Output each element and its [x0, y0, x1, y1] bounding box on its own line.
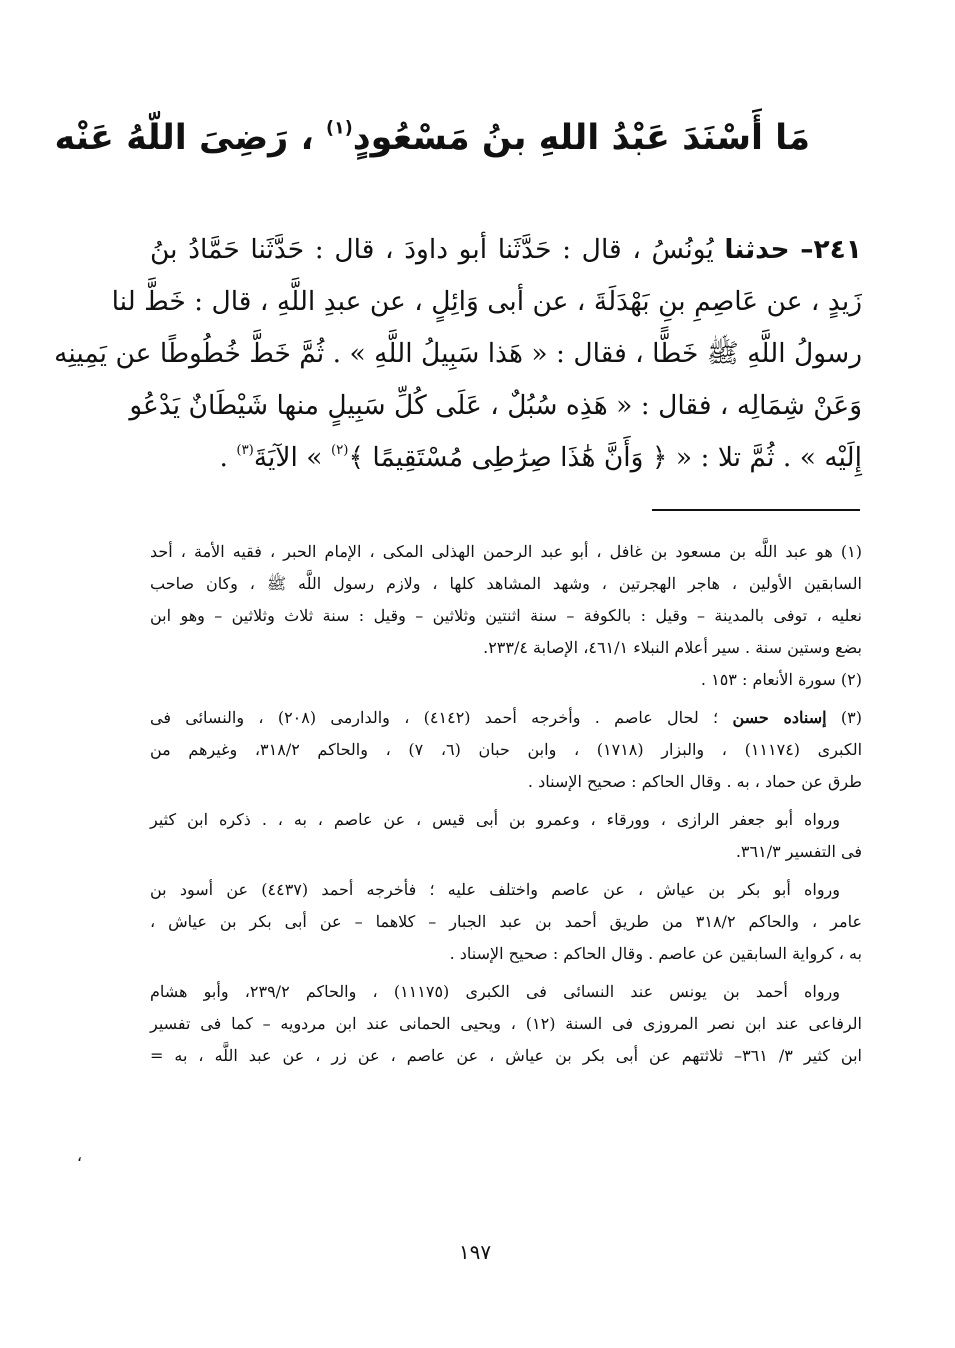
- footnote-3-paragraph-c: [150, 976, 862, 1072]
- footnote-3: [150, 702, 862, 798]
- margin-mark: ،: [76, 1146, 82, 1165]
- footnote-3a-line-2: فى التفسير ٣٦١/٣.: [735, 842, 862, 861]
- hadith-line-2: زَيدٍ ، عن عَاصِمِ بنِ بَهْدَلَةَ ، عن أبى وَائِلٍ ، عن عبدِ اللَّهِ ، قال : خَطَّ لنا: [111, 286, 862, 317]
- footnote-1: [150, 536, 862, 664]
- hadith-line-1-text: يُونُسُ ، قال : حَدَّثَنا أبو داودَ ، قال : حَدَّثَنا حَمَّادُ بنُ: [150, 234, 714, 265]
- footnote-marker-3: (٣): [236, 443, 254, 459]
- footnote-marker-2: (٢): [330, 443, 349, 459]
- footnote-3-line-2: الكبرى (١١١٧٤) ، والبزار (١٧١٨) ، وابن حبان (٦، ٧) ، والحاكم ٣١٨/٢، وغيرهم من: [150, 740, 863, 759]
- hadith-line-5-a: إِلَيْه » . ثُمَّ تلا : « ﴿ وَأَنَّ هَٰذَا صِرَٰطِى مُسْتَقِيمًا ﴾: [348, 442, 862, 473]
- footnote-1-line-4: بضع وستين سنة . سير أعلام النبلاء ٤٦١/١، الإصابة ٢٣٣/٤.: [483, 638, 862, 657]
- footnote-3-line-1: [150, 702, 862, 734]
- hadith-number: ٢٤١–: [800, 234, 862, 265]
- page-number: ١٩٧: [458, 1240, 492, 1264]
- footnote-divider: [652, 509, 860, 511]
- footnote-3b-line-1: ورواه أبو بكر بن عياش ، عن عاصم واختلف عليه ؛ فأخرجه أحمد (٤٤٣٧) عن أسود بن: [150, 880, 840, 899]
- chapter-title-tail: ، رَضِىَ اللّهُ عَنْه: [54, 118, 314, 158]
- hadith-line-1: [150, 224, 862, 276]
- footnote-marker-1: (١): [326, 118, 353, 139]
- hadith-line-4: وَعَنْ شِمَالِه ، فقال : « هَذِه سُبُلٌ ، عَلَى كُلِّ سَبِيلٍ منها شَيْطَانٌ يَدْعُو: [129, 390, 862, 421]
- footnote-3b-line-3: به ، كرواية السابقين عن عاصم . وقال الحاكم : صحيح الإسناد .: [449, 944, 862, 963]
- footnote-3-line-1-rest: ؛ لحال عاصم . وأخرجه أحمد (٤١٤٢) ، والدارمى (٢٠٨) ، والنسائى فى: [150, 708, 719, 727]
- footnote-1-line-3: نعليه ، توفى بالمدينة – وقيل : بالكوفة – سنة اثنتين وثلاثين – وقيل : سنة ثلاث وثلاثين – وهو ابن: [150, 606, 862, 625]
- hadith-line-3: رسولُ اللَّهِ ﷺ خَطًّا ، فقال : « هَذا سَبِيلُ اللَّهِ » . ثُمَّ خَطَّ خُطُوطًا عن يَمِينِه: [54, 338, 862, 369]
- footnote-3a-line-1: ورواه أبو جعفر الرازى ، وورقاء ، وعمرو بن أبى قيس ، عن عاصم ، به ، . ذكره ابن كثير: [150, 810, 840, 829]
- footnote-3c-line-1: ورواه أحمد بن يونس عند النسائى فى الكبرى (١١١٧٥) ، والحاكم ٢٣٩/٢، وأبو هشام: [150, 982, 840, 1001]
- footnote-3-line-3: طرق عن حماد ، به . وقال الحاكم : صحيح الإسناد .: [527, 772, 862, 791]
- footnote-2-line-1: (٢) سورة الأنعام : ١٥٣ .: [700, 670, 862, 689]
- hadith-lead-word: حدثنا: [724, 234, 790, 265]
- footnote-2: [150, 664, 862, 696]
- footnote-3-grading: إسناده حسن: [732, 708, 827, 727]
- hadith-line-5: [150, 432, 862, 484]
- footnote-3c-line-2: الرفاعى عند ابن نصر المروزى فى السنة (١٢) ، ويحيى الحمانى عند ابن مردويه – كما فى تفسير: [150, 1014, 862, 1033]
- chapter-title-main: مَا أَسْنَدَ عَبْدُ اللهِ بنُ مَسْعُودٍ: [352, 118, 810, 158]
- chapter-title: [54, 108, 810, 168]
- hadith-line-5-b: » الآيَةَ: [253, 442, 323, 473]
- footnote-3-paragraph-a: [150, 804, 862, 868]
- footnote-3b-line-2: عامر ، والحاكم ٣١٨/٢ من طريق أحمد بن عبد الجبار – كلاهما – عن أبى بكر بن عياش ،: [150, 912, 862, 931]
- hadith-line-5-c: .: [219, 442, 237, 473]
- footnotes: [150, 536, 862, 1072]
- footnote-1-line-2: السابقين الأولين ، هاجر الهجرتين ، وشهد المشاهد كلها ، ولازم رسول اللَّه ﷺ ، وكان صاحب: [150, 574, 862, 593]
- hadith-text: [54, 224, 862, 484]
- footnote-3-paragraph-b: [150, 874, 862, 970]
- footnote-3c-line-3: ابن كثير ٣/ ٣٦١– ثلاثتهم عن أبى بكر بن عياش ، عن عاصم ، عن زر ، عن عبد اللَّه ، به =: [150, 1046, 862, 1065]
- footnote-3-prefix: (٣): [840, 708, 863, 727]
- footnote-1-line-1: (١) هو عبد اللَّه بن مسعود بن غافل ، أبو عبد الرحمن الهذلى المكى ، الإمام الحبر ، فقيه الأمة ، أحد: [150, 542, 862, 561]
